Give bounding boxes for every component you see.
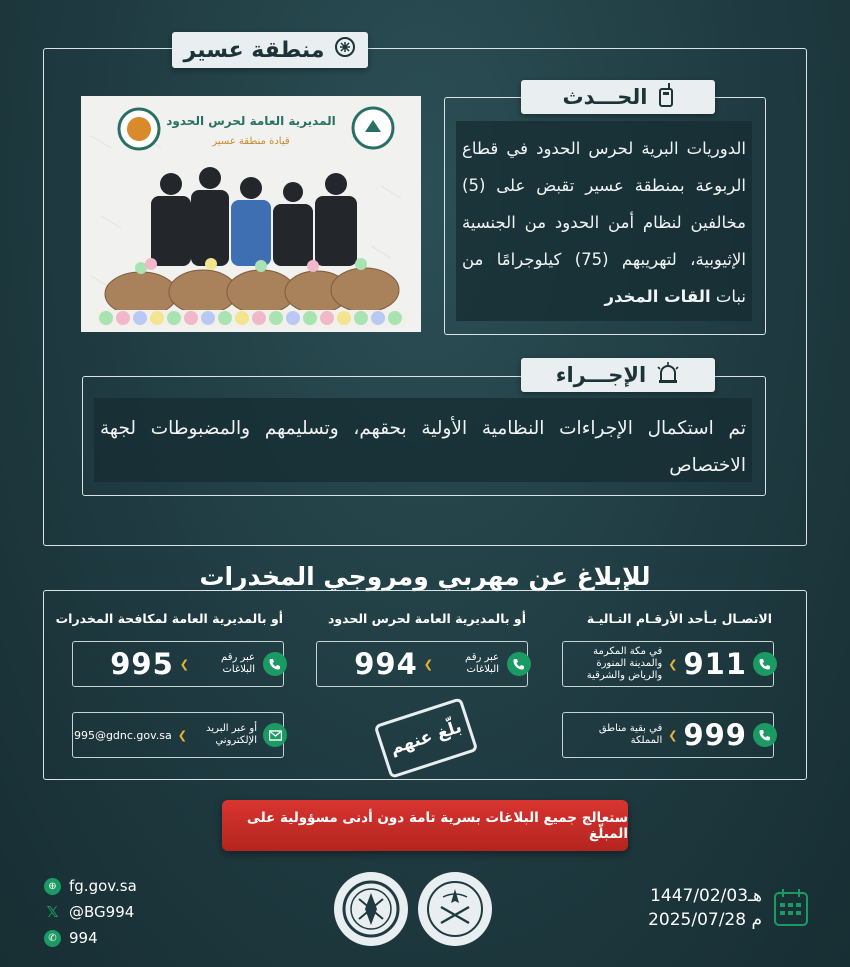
region-title: منطقة عسير [183,37,325,63]
number-994: 994 [354,647,418,681]
calendar-icon [774,888,808,926]
event-tag [521,80,715,114]
event-text-bold: القات المخدر [604,287,711,306]
email-box[interactable] [72,712,284,758]
date-hijri: 1447/02/03هـ [650,886,762,906]
x-logo-icon: 𝕏 [46,903,59,921]
number-995-desc: عبر رقم البلاغات [221,652,255,675]
region-emblem-icon [334,36,356,64]
number-994-desc: عبر رقم البلاغات [465,652,499,675]
email-address[interactable]: 995@gdnc.gov.sa [73,728,172,742]
phone-icon: ✆ [44,930,61,947]
action-tag [521,358,715,392]
chevron-icon: ❯ [179,657,189,671]
region-tag [172,32,368,68]
event-text [462,130,746,315]
footer-phone[interactable] [44,929,98,947]
phone-icon [507,652,531,676]
border-guard-emblem [334,872,408,946]
number-995-box[interactable] [72,641,284,687]
footer-x[interactable] [44,903,134,921]
chevron-icon: ❯ [177,728,187,742]
x-handle-text: @BG994 [69,903,135,921]
chevron-icon: ❯ [423,657,433,671]
number-999-desc: في بقية مناطق المملكة [598,723,663,746]
number-911: 911 [683,647,747,681]
number-911-desc: في مكة المكرمة والمدينة المنورة والرياض والشرقية [586,646,663,681]
radio-icon [658,83,674,112]
number-994-box[interactable] [316,641,528,687]
mail-icon [263,723,287,747]
globe-icon: ⊕ [44,878,61,895]
chevron-icon: ❯ [668,728,678,742]
number-999: 999 [683,718,747,752]
photo-banner-text: المديرية العامة لحرس الحدود [166,114,336,128]
event-text-body: الدوريات البرية لحرس الحدود في قطاع الربوعة بمنطقة عسير تقبض على (5) مخالفين لنظام أمن الحدود من الجنسية الإثيوبية، لتهريبهم (75) كيلوجرامًا من نبات [462,139,747,306]
number-911-box[interactable] [562,641,774,687]
event-heading: الحـــدث [562,85,648,109]
seizure-photo [81,96,421,332]
email-desc: أو عبر البريد الإلكتروني [206,723,257,746]
number-995: 995 [110,647,174,681]
alarm-light-icon [656,362,680,389]
phone-icon [263,652,287,676]
footer-phone-text: 994 [69,929,98,947]
action-heading: الإجـــراء [555,363,647,387]
date-gregorian: 2025/07/28 م [648,910,762,930]
report-heading: للإبلاغ عن مهربي ومروجي المخدرات [199,562,651,591]
chevron-icon: ❯ [668,657,678,671]
confidential-bar: ستعالج جميع البلاغات بسرية تامة دون أدنى مسؤولية على المبلّغ [222,800,628,851]
stamp-text: بلّغ عنهم [387,717,465,759]
website-text: fg.gov.sa [69,877,137,895]
footer-dates [648,884,762,932]
col2-heading: أو بالمديرية العامة لحرس الحدود [327,611,526,626]
col3-heading: أو بالمديرية العامة لمكافحة المخدرات [55,611,283,626]
interior-emblem [418,872,492,946]
action-text: تم استكمال الإجراءات النظامية الأولية بحقهم، وتسليمهم والمضبوطات لجهة الاختصاص [100,418,746,476]
footer-website[interactable] [44,877,137,895]
number-999-box[interactable] [562,712,774,758]
phone-icon [753,723,777,747]
phone-icon [753,652,777,676]
photo-banner-sub: قيادة منطقة عسير [212,136,290,147]
col1-heading: الاتصـال بـأحد الأرقـام التـاليـة [586,611,772,626]
